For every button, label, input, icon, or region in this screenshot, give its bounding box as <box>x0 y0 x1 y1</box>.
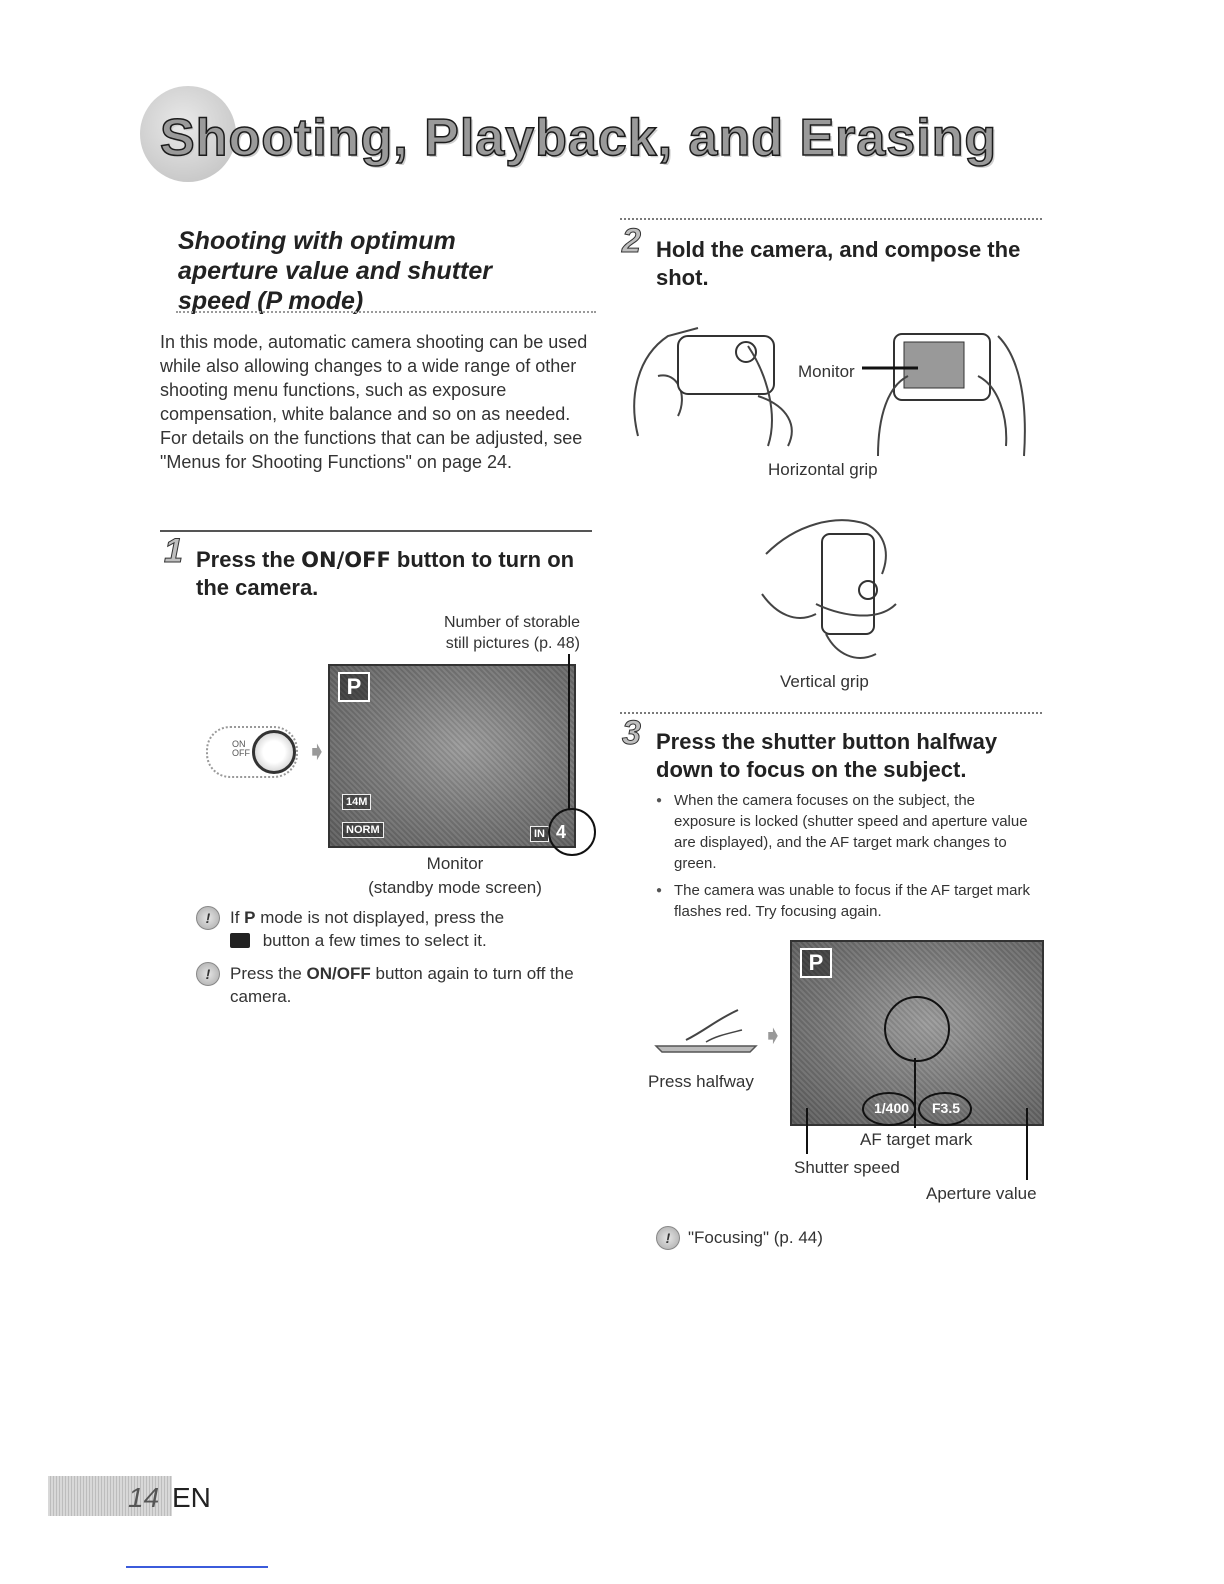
standby-caption: (standby mode screen) <box>368 878 542 897</box>
count-highlight-ring <box>548 808 596 856</box>
onoff-button-label: ON/OFF <box>301 548 391 572</box>
section-heading-line2: aperture value and shutter <box>178 257 492 285</box>
section-underline <box>176 311 596 313</box>
af-leader-line <box>914 1058 916 1128</box>
bullet-focus-failed: ● The camera was unable to focus if the AF target mark flashes red. Try focusing again. <box>656 880 1036 922</box>
step3-title: Press the shutter button halfway down to focus on the subject. <box>656 729 998 782</box>
standby-screen <box>328 664 576 848</box>
intro-paragraph-2: For details on the functions that can be adjusted, see "Menus for Shooting Functions" on page 24. <box>160 428 583 472</box>
intro-text <box>160 330 600 474</box>
note-icon: ! <box>196 906 220 930</box>
note-icon: ! <box>196 962 220 986</box>
note-p-mode: If P mode is not displayed, press the button a few times to select it. <box>230 908 505 950</box>
section-heading-line3: speed (P mode) <box>178 287 364 315</box>
power-button-icon <box>252 730 296 774</box>
shutter-highlight-ring <box>862 1092 916 1126</box>
arrow-right-icon: ➧ <box>762 1020 784 1050</box>
shutter-leader-line <box>806 1108 808 1154</box>
intro-paragraph-1: In this mode, automatic camera shooting can be used while also allowing changes to a wide range of other shooting menu functions, such as exposure compensation, white balance and so on as needed. <box>160 332 588 424</box>
af-target-caption: AF target mark <box>860 1130 973 1149</box>
vertical-grip-caption: Vertical grip <box>780 672 869 691</box>
af-target-mark <box>884 996 950 1062</box>
step2-number: 2 <box>622 222 641 260</box>
bullet-focus-locked: ● When the camera focuses on the subject, the exposure is locked (shutter speed and aperture value are displayed), and the AF target mark changes to green. <box>656 790 1036 874</box>
step3-bullets <box>656 790 1036 928</box>
horizontal-grip-caption: Horizontal grip <box>768 460 878 479</box>
internal-memory-icon: IN <box>530 826 549 842</box>
page-number: 14 <box>128 1482 160 1513</box>
aperture-leader-line <box>1026 1108 1028 1180</box>
focusing-reference: "Focusing" (p. 44) <box>688 1228 823 1247</box>
count-leader-line <box>568 654 570 810</box>
vertical-grip-illustration <box>756 504 916 668</box>
image-size-icon: 14M <box>342 794 371 810</box>
aperture-highlight-ring <box>918 1092 972 1126</box>
bottom-underline <box>126 1566 268 1568</box>
note-icon: ! <box>656 1226 680 1250</box>
mode-indicator: P <box>338 672 370 702</box>
step1-divider <box>160 530 592 532</box>
monitor-caption: Monitor <box>426 854 484 873</box>
compression-icon: NORM <box>342 822 384 838</box>
section-heading-line1: Shooting with optimum <box>178 227 456 255</box>
step1-title: Press the ON/OFF button to turn on the camera. <box>196 547 575 600</box>
horizontal-grip-illustration <box>618 316 1038 460</box>
section-heading <box>178 226 598 316</box>
shutter-press-illustration <box>646 1000 766 1060</box>
camera-mode-icon <box>230 933 250 948</box>
monitor-label: Monitor <box>798 362 855 381</box>
note-power-off: Press the ON/OFF button again to turn off the camera. <box>230 964 574 1006</box>
storable-callout: Number of storable still pictures (p. 48) <box>443 614 580 652</box>
arrow-right-icon: ➧ <box>306 736 328 766</box>
step2-title: Hold the camera, and compose the shot. <box>656 237 1021 290</box>
storable-count: 4 <box>556 822 567 842</box>
press-halfway-caption: Press halfway <box>648 1072 754 1091</box>
aperture-value: F3.5 <box>932 1100 961 1116</box>
onoff-small-label: ON OFF <box>232 739 250 758</box>
step3-divider <box>620 712 1042 714</box>
step2-divider <box>620 218 1042 220</box>
step3-number: 3 <box>622 714 641 752</box>
step1-number: 1 <box>164 532 183 570</box>
page-title: Shooting, Playback, and Erasing <box>160 109 998 167</box>
page-language: EN <box>172 1482 211 1513</box>
aperture-caption: Aperture value <box>926 1184 1037 1203</box>
shutter-speed-caption: Shutter speed <box>794 1158 900 1177</box>
shutter-speed-value: 1/400 <box>874 1100 910 1116</box>
mode-indicator: P <box>800 948 832 978</box>
